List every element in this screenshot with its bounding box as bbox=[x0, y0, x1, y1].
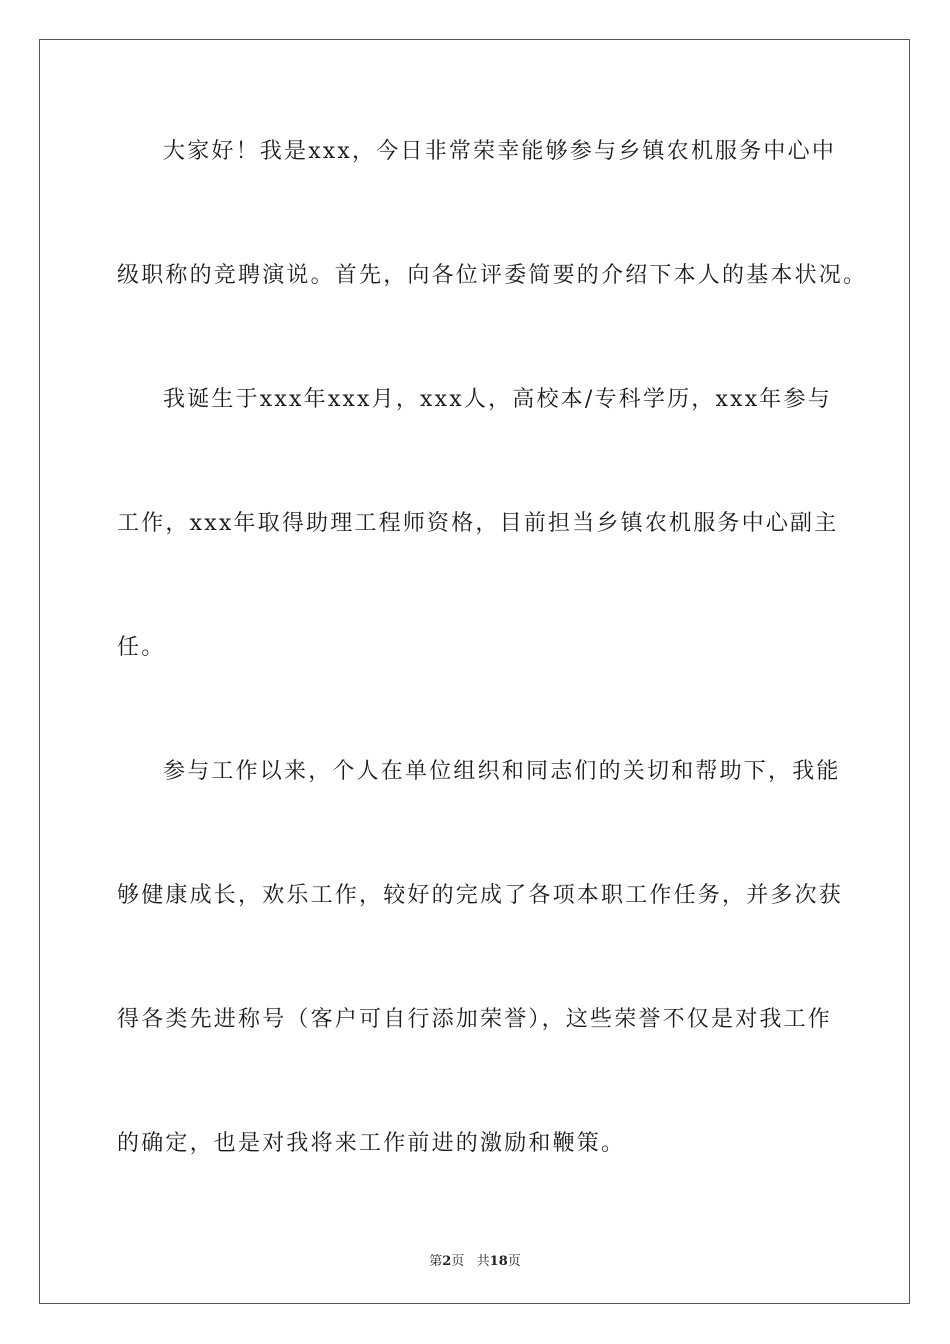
footer-current-page: 2 bbox=[442, 1254, 452, 1269]
paragraph-3-line-2: 够健康成长，欢乐工作，较好的完成了各项本职工作任务，并多次获 bbox=[117, 883, 844, 908]
paragraph-3-line-4: 的确定，也是对我将来工作前进的激励和鞭策。 bbox=[117, 1131, 626, 1156]
footer-suffix: 页 bbox=[507, 1254, 521, 1269]
paragraph-2-line-2: 工作，xxx年取得助理工程师资格，目前担当乡镇农机服务中心副主 bbox=[117, 511, 839, 536]
paragraph-1-line-2: 级职称的竞聘演说。首先，向各位评委简要的介绍下本人的基本状况。 bbox=[117, 263, 868, 288]
footer-mid: 页 共 bbox=[451, 1254, 490, 1269]
paragraph-2-line-3: 任。 bbox=[117, 635, 166, 660]
paragraph-3-line-3: 得各类先进称号（客户可自行添加荣誉），这些荣誉不仅是对我工作 bbox=[117, 1007, 833, 1032]
footer-total-pages: 18 bbox=[489, 1254, 508, 1269]
page-border bbox=[39, 39, 910, 1304]
paragraph-1-line-1: 大家好！我是xxx，今日非常荣幸能够参与乡镇农机服务中心中 bbox=[163, 139, 837, 164]
paragraph-3-line-1: 参与工作以来，个人在单位组织和同志们的关切和帮助下，我能 bbox=[163, 759, 841, 784]
paragraph-2-line-1: 我诞生于xxx年xxx月，xxx人，高校本/专科学历，xxx年参与 bbox=[163, 387, 832, 412]
footer-prefix: 第 bbox=[429, 1254, 443, 1269]
page-number-footer bbox=[0, 1250, 950, 1269]
